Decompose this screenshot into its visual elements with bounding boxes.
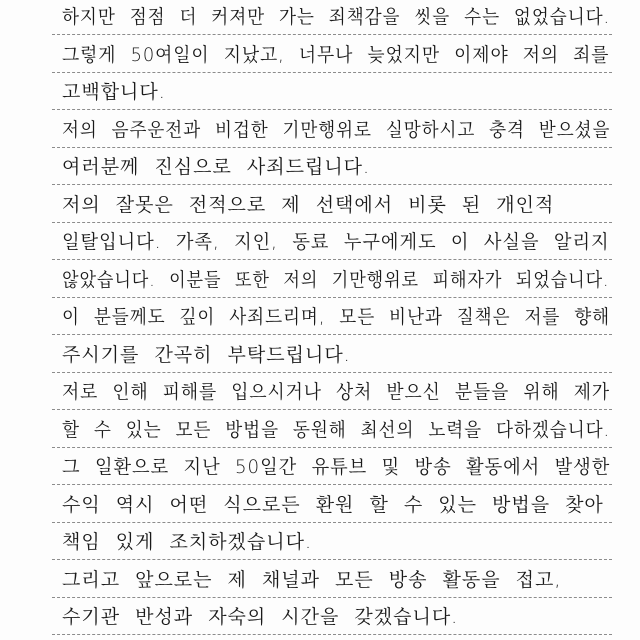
ruled-line [52, 409, 612, 410]
ruled-line [52, 334, 612, 335]
letter-line-16: 그리고 앞으로는 제 채널과 모든 방송 활동을 접고, [62, 568, 562, 591]
ruled-line [52, 222, 612, 223]
letter-line-17: 수기관 반성과 자숙의 시간을 갖겠습니다. [62, 606, 459, 628]
letter-line-15: 책임 있게 조치하겠습니다. [62, 531, 313, 553]
letter-line-4: 저의 음주운전과 비겁한 기만행위로 실망하시고 충격 받으셨을 [62, 118, 611, 141]
letter-line-8: 않았습니다. 이분들 또한 저의 기만행위로 피해자가 되었습니다. [62, 268, 610, 291]
letter-line-5: 여러분께 진심으로 사죄드립니다. [62, 156, 371, 178]
ruled-line [52, 259, 612, 260]
letter-line-6: 저의 잘못은 전적으로 제 선택에서 비롯 된 개인적 [62, 193, 555, 216]
ruled-line [52, 522, 612, 523]
letter-line-1: 하지만 점점 더 커져만 가는 죄책감을 씻을 수는 없었습니다. [62, 6, 611, 28]
ruled-line [52, 559, 612, 560]
letter-line-13: 그 일환으로 지난 50일간 유튜브 및 방송 활동에서 발생한 [62, 456, 611, 478]
ruled-line [52, 297, 612, 298]
letter-line-14: 수익 역시 어떤 식으로든 환원 할 수 있는 방법을 찾아 [62, 493, 604, 516]
letter-line-10: 주시기를 간곡히 부탁드립니다. [62, 343, 351, 366]
ruled-line [52, 372, 612, 373]
ruled-line [52, 184, 612, 185]
ruled-line [52, 72, 612, 73]
letter-line-7: 일탈입니다. 가족, 지인, 동료 누구에게도 이 사실을 알리지 [62, 231, 610, 253]
ruled-line [52, 34, 612, 35]
ruled-line [52, 109, 612, 110]
letter-line-9: 이 분들께도 깊이 사죄드리며, 모든 비난과 질책은 저를 향해 [62, 306, 611, 328]
ruled-line [52, 597, 612, 598]
ruled-line [52, 484, 612, 485]
letter-line-2: 그렇게 50여일이 지났고, 너무나 늦었지만 이제야 저의 죄를 [62, 43, 610, 66]
ruled-line [52, 147, 612, 148]
letter-line-12: 할 수 있는 모든 방법을 동원해 최선의 노력을 다하겠습니다. [62, 418, 611, 441]
ruled-line [52, 634, 612, 635]
ruled-line [52, 447, 612, 448]
letter-line-11: 저로 인해 피해를 입으시거나 상처 받으신 분들을 위해 제가 [62, 381, 610, 403]
letter-line-3: 고백합니다. [62, 81, 166, 103]
